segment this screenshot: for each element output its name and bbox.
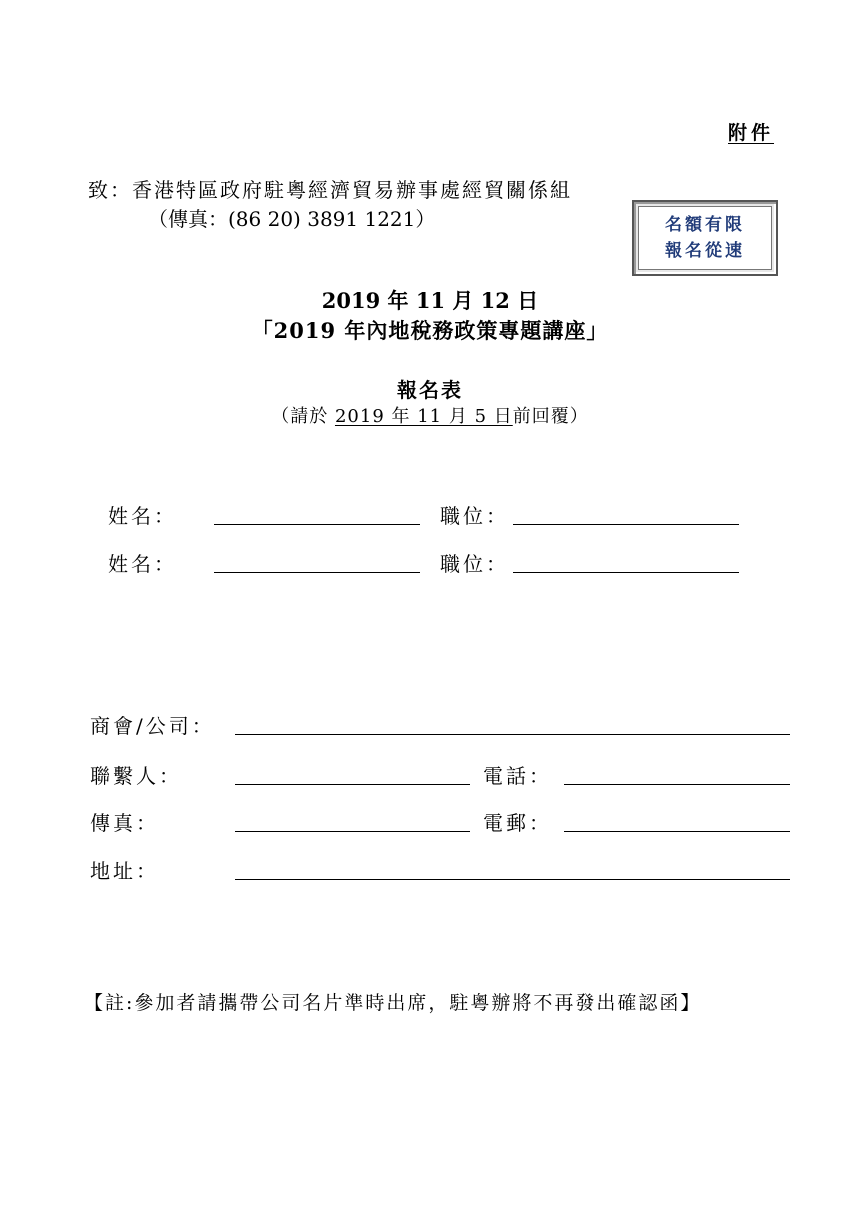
recipient-name: 香港特區政府駐粵經濟貿易辦事處經貿關係組	[132, 178, 572, 202]
reply-suffix: 前回覆）	[512, 406, 589, 427]
quota-notice-line2: 報名從速	[665, 241, 745, 261]
contact-label: 聯繫人：	[90, 764, 182, 788]
to-label: 致：	[88, 178, 132, 202]
reply-deadline	[0, 402, 860, 428]
email-label: 電郵：	[483, 811, 552, 835]
phone-label: 電話：	[483, 764, 552, 788]
form-title: 報名表	[397, 378, 463, 402]
fax-label: 傳真：	[90, 811, 159, 835]
attendee-2-position-label: 職位：	[440, 552, 509, 576]
company-field[interactable]	[235, 734, 790, 735]
reply-prefix: （請於	[271, 406, 335, 427]
phone-field[interactable]	[564, 784, 790, 785]
contact-field[interactable]	[235, 784, 470, 785]
annex-label: 附件	[728, 122, 775, 144]
address-label: 地址：	[90, 859, 159, 883]
attendance-note: 【註:參加者請攜帶公司名片準時出席，駐粵辦將不再發出確認函】	[84, 992, 702, 1014]
event-title: 「2019 年內地稅務政策專題講座」	[251, 318, 609, 343]
quota-notice-line1: 名額有限	[665, 215, 745, 235]
fax-field[interactable]	[235, 831, 470, 832]
reply-date: 2019 年 11 月 5 日	[334, 406, 513, 427]
attendee-1-name-field[interactable]	[214, 524, 420, 525]
recipient-fax: （傳真：(86 20) 3891 1221）	[148, 207, 436, 231]
attendee-2-name-field[interactable]	[214, 572, 420, 573]
attendee-1-name-label: 姓名：	[108, 504, 177, 528]
email-field[interactable]	[564, 831, 790, 832]
company-label: 商會/公司：	[90, 714, 215, 738]
event-date: 2019 年 11 月 12 日	[321, 288, 539, 313]
attendee-1-position-field[interactable]	[513, 524, 739, 525]
attendee-2-position-field[interactable]	[513, 572, 739, 573]
address-field[interactable]	[235, 879, 790, 880]
quota-notice-box	[632, 200, 778, 276]
recipient-line	[88, 174, 572, 203]
attendee-1-position-label: 職位：	[440, 504, 509, 528]
attendee-2-name-label: 姓名：	[108, 552, 177, 576]
